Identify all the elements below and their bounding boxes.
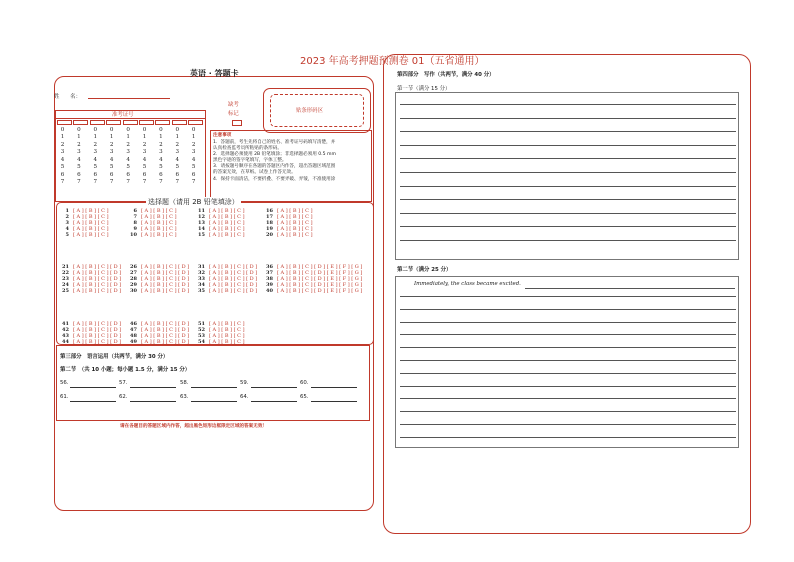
blank-label: 62. [119, 394, 128, 400]
answer-row[interactable]: 48 [ A ] [ B ] [ C ] [ D ] [130, 332, 190, 339]
part4-title: 第四部分 写作（共两节，满分 40 分） [397, 72, 495, 78]
writing-line [400, 424, 736, 425]
blank-62[interactable] [130, 401, 176, 402]
absent-checkbox[interactable] [232, 120, 242, 126]
writing-line [400, 411, 736, 412]
ticket-digit-bubble[interactable]: 4 [159, 156, 163, 163]
ticket-digit-bubble[interactable]: 1 [126, 134, 130, 141]
ticket-digit-bubble[interactable]: 4 [77, 156, 81, 163]
ticket-digit-box[interactable] [188, 120, 203, 125]
ticket-digit-bubble[interactable]: 6 [60, 171, 65, 178]
answer-row[interactable]: 40 [ A ] [ B ] [ C ] [ D ] [ E ] [ F ] [ G ] [266, 287, 363, 294]
note-line: 的答案无效，在草纸、试卷上作答无效。 [213, 170, 296, 176]
answer-row[interactable]: 27 [ A ] [ B ] [ C ] [ D ] [130, 269, 190, 276]
ticket-digit-column [107, 127, 116, 187]
ticket-digit-bubble[interactable]: 4 [191, 156, 196, 163]
ticket-digit-grid[interactable] [56, 127, 206, 202]
writing-line [400, 437, 736, 438]
answer-row[interactable]: 29 [ A ] [ B ] [ C ] [ D ] [130, 281, 190, 288]
answer-row[interactable]: 33 [ A ] [ B ] [ C ] [ D ] [198, 275, 258, 282]
answer-row[interactable]: 34 [ A ] [ B ] [ C ] [ D ] [198, 281, 258, 288]
answer-row[interactable]: 1 [ A ] [ B ] [ C ] [65, 208, 109, 214]
answer-row[interactable]: 3 [ A ] [ B ] [ C ] [65, 219, 109, 226]
note-line: 黑色字迹的签字笔填写，字体工整。 [213, 158, 287, 164]
blank-label: 65. [300, 394, 309, 400]
blank-57[interactable] [130, 387, 176, 388]
answer-row[interactable]: 11 [ A ] [ B ] [ C ] [198, 208, 245, 214]
ticket-digit-box[interactable] [172, 120, 187, 125]
part4-section2: 第二节（满分 25 分） [397, 267, 452, 273]
ticket-input-row[interactable] [57, 120, 205, 126]
writing-line [400, 131, 736, 132]
note-line: 2．选择题必须使用 2B 铅笔填涂；非选择题必须用 0.5 mm [213, 152, 336, 158]
writing-line [400, 322, 736, 323]
ticket-header-line [55, 118, 206, 119]
ticket-digit-bubble[interactable]: 1 [191, 134, 196, 141]
ticket-digit-bubble[interactable]: 0 [126, 127, 130, 133]
answer-row[interactable]: 37 [ A ] [ B ] [ C ] [ D ] [ E ] [ F ] [ G ] [266, 269, 363, 276]
ticket-digit-bubble[interactable]: 0 [109, 127, 114, 133]
ticket-digit-bubble[interactable]: 1 [159, 134, 163, 141]
writing-line [400, 104, 736, 105]
ticket-digit-box[interactable] [155, 120, 170, 125]
blank-58[interactable] [191, 387, 237, 388]
answer-row[interactable]: 35 [ A ] [ B ] [ C ] [ D ] [198, 287, 258, 294]
ticket-digit-bubble[interactable]: 7 [142, 179, 147, 186]
answer-row[interactable]: 6 [ A ] [ B ] [ C ] [133, 208, 177, 214]
absent-label-1: 缺考 [228, 102, 239, 108]
answer-row[interactable]: 18 [ A ] [ B ] [ C ] [266, 219, 313, 226]
answer-row[interactable]: 19 [ A ] [ B ] [ C ] [266, 225, 313, 232]
ticket-digit-bubble[interactable]: 0 [93, 127, 98, 133]
ticket-digit-bubble[interactable]: 6 [191, 171, 196, 178]
blank-65[interactable] [311, 401, 357, 402]
answer-row[interactable]: 24 [ A ] [ B ] [ C ] [ D ] [62, 281, 122, 288]
absent-label-2: 标记 [228, 111, 239, 117]
ticket-digit-box[interactable] [139, 120, 154, 125]
blank-63[interactable] [191, 401, 237, 402]
ticket-digit-bubble[interactable]: 6 [159, 171, 163, 178]
ticket-digit-bubble[interactable]: 4 [126, 156, 130, 163]
ticket-digit-column [140, 127, 149, 187]
ticket-digit-bubble[interactable]: 6 [109, 171, 114, 178]
answer-row[interactable]: 13 [ A ] [ B ] [ C ] [198, 219, 245, 226]
answer-row[interactable]: 14 [ A ] [ B ] [ C ] [198, 225, 245, 232]
answer-row[interactable]: 38 [ A ] [ B ] [ C ] [ D ] [ E ] [ F ] [ G ] [266, 275, 363, 282]
ticket-digit-bubble[interactable]: 0 [142, 127, 147, 133]
name-field[interactable] [88, 98, 170, 99]
ticket-digit-column [124, 127, 133, 187]
writing-line [400, 145, 736, 146]
writing-line [400, 360, 736, 361]
answer-row[interactable]: 51 [ A ] [ B ] [ C ] [198, 321, 245, 327]
ticket-digit-box[interactable] [73, 120, 88, 125]
ticket-digit-bubble[interactable]: 3 [109, 149, 114, 156]
ticket-digit-bubble[interactable]: 1 [93, 134, 98, 141]
ticket-digit-column [91, 127, 100, 187]
blank-59[interactable] [251, 387, 297, 388]
answer-row[interactable]: 36 [ A ] [ B ] [ C ] [ D ] [ E ] [ F ] [ G ] [266, 264, 363, 270]
blanks-row-1 [60, 380, 370, 390]
writing-line [400, 158, 736, 159]
ticket-digit-bubble[interactable]: 1 [142, 134, 147, 141]
objective-title: 选择题（请用 2B 铅笔填涂） [148, 198, 239, 206]
ticket-digit-bubble[interactable]: 5 [93, 164, 98, 171]
note-line: 3．请按题号顺序在各题的答题区内作答，超出答题区域范围 [213, 164, 336, 170]
objective-groups [60, 209, 372, 345]
answer-row[interactable]: 16 [ A ] [ B ] [ C ] [266, 208, 313, 214]
writing-line [400, 172, 736, 173]
blanks-row-2 [60, 394, 370, 404]
answer-row[interactable]: 23 [ A ] [ B ] [ C ] [ D ] [62, 275, 122, 282]
footer-warning: 请在各题目的答题区域内作答，超出黑色矩形边框限定区域的答案无效！ [120, 424, 268, 429]
ticket-digit-box[interactable] [90, 120, 105, 125]
ticket-digit-bubble[interactable]: 6 [93, 171, 98, 178]
answer-row[interactable]: 52 [ A ] [ B ] [ C ] [198, 326, 245, 333]
answer-row[interactable]: 12 [ A ] [ B ] [ C ] [198, 213, 245, 220]
ticket-digit-bubble[interactable]: 1 [60, 134, 65, 141]
answer-row[interactable]: 7 [ A ] [ B ] [ C ] [133, 213, 177, 220]
ticket-digit-bubble[interactable]: 7 [77, 179, 81, 186]
blank-label: 64. [240, 394, 249, 400]
answer-row[interactable]: 10 [ A ] [ B ] [ C ] [130, 231, 177, 238]
writing-line [400, 186, 736, 187]
ticket-digit-bubble[interactable]: 4 [93, 156, 98, 163]
writing-line [525, 288, 735, 289]
note-line: 1．答题前，考生先将自己的姓名、准考证号码填写清楚，并 [213, 140, 336, 145]
writing-line [400, 334, 736, 335]
ticket-digit-bubble[interactable]: 7 [60, 179, 65, 186]
ticket-digit-bubble[interactable]: 7 [175, 179, 180, 186]
ticket-label: 准考证号 [112, 112, 134, 118]
notes-text [213, 140, 371, 183]
ticket-digit-column [173, 127, 182, 187]
answer-row[interactable]: 4 [ A ] [ B ] [ C ] [65, 225, 109, 232]
ticket-digit-bubble[interactable]: 5 [77, 164, 81, 171]
blank-label: 60. [300, 380, 309, 386]
answer-row[interactable]: 47 [ A ] [ B ] [ C ] [ D ] [130, 326, 190, 333]
name-label: 姓 名： [54, 94, 81, 100]
ticket-digit-box[interactable] [57, 120, 72, 125]
answer-row[interactable]: 8 [ A ] [ B ] [ C ] [133, 219, 177, 226]
answer-row[interactable]: 17 [ A ] [ B ] [ C ] [266, 213, 313, 220]
ticket-digit-column [58, 127, 67, 187]
blank-61[interactable] [70, 401, 116, 402]
ticket-digit-bubble[interactable]: 0 [191, 127, 196, 133]
writing-lines-2 [400, 290, 736, 446]
ticket-digit-column [156, 127, 165, 187]
ticket-digit-bubble[interactable]: 6 [126, 171, 130, 178]
answer-row[interactable]: 41 [ A ] [ B ] [ C ] [ D ] [62, 321, 122, 327]
ticket-digit-bubble[interactable]: 6 [142, 171, 147, 178]
writing-line [400, 347, 736, 348]
ticket-digit-bubble[interactable]: 7 [93, 179, 98, 186]
ticket-digit-bubble[interactable]: 3 [142, 149, 147, 156]
answer-row[interactable]: 46 [ A ] [ B ] [ C ] [ D ] [130, 321, 190, 327]
ticket-digit-box[interactable] [123, 120, 138, 125]
ticket-digit-bubble[interactable]: 4 [175, 156, 180, 163]
ticket-digit-bubble[interactable]: 3 [126, 149, 130, 156]
part3-title: 第三部分 语言运用（共两节，满分 30 分） [60, 354, 169, 360]
blank-label: 61. [60, 394, 69, 400]
answer-row[interactable]: 28 [ A ] [ B ] [ C ] [ D ] [130, 275, 190, 282]
exam-title: 2023 年高考押题预测卷 01（五省通用） [300, 56, 485, 67]
answer-row[interactable]: 5 [ A ] [ B ] [ C ] [65, 231, 109, 238]
ticket-digit-bubble[interactable]: 5 [60, 164, 65, 171]
ticket-digit-bubble[interactable]: 0 [175, 127, 180, 133]
ticket-digit-bubble[interactable]: 3 [175, 149, 180, 156]
ticket-digit-bubble[interactable]: 1 [77, 134, 81, 141]
ticket-digit-column [74, 127, 83, 187]
part4-section1: 第一节（满分 15 分） [397, 86, 451, 92]
ticket-digit-bubble[interactable]: 1 [175, 134, 180, 141]
ticket-digit-bubble[interactable]: 3 [191, 149, 196, 156]
answer-row[interactable]: 44 [ A ] [ B ] [ C ] [ D ] [62, 338, 122, 345]
writing-line [400, 118, 736, 119]
ticket-digit-bubble[interactable]: 5 [175, 164, 180, 171]
ticket-digit-bubble[interactable]: 5 [109, 164, 114, 171]
note-line: 认真检查监考员所粘贴的条形码。 [213, 146, 282, 152]
writing-line [400, 398, 736, 399]
answer-row[interactable]: 30 [ A ] [ B ] [ C ] [ D ] [130, 287, 190, 294]
ticket-digit-bubble[interactable]: 3 [159, 149, 163, 156]
ticket-digit-bubble[interactable]: 7 [109, 179, 114, 186]
barcode-label: 贴条形码区 [296, 108, 323, 114]
blank-label: 58. [180, 380, 189, 386]
writing-line [400, 309, 736, 310]
blank-label: 56. [60, 380, 69, 386]
ticket-digit-bubble[interactable]: 0 [77, 127, 81, 133]
ticket-digit-bubble[interactable]: 2 [77, 141, 81, 148]
answer-row[interactable]: 49 [ A ] [ B ] [ C ] [ D ] [130, 338, 190, 345]
ticket-digit-bubble[interactable]: 2 [142, 141, 147, 148]
blank-60[interactable] [311, 387, 357, 388]
blank-64[interactable] [251, 401, 297, 402]
writing-line [400, 373, 736, 374]
answer-row[interactable]: 42 [ A ] [ B ] [ C ] [ D ] [62, 326, 122, 333]
ticket-digit-bubble[interactable]: 4 [109, 156, 114, 163]
blank-56[interactable] [70, 387, 116, 388]
answer-row[interactable]: 20 [ A ] [ B ] [ C ] [266, 231, 313, 238]
ticket-digit-bubble[interactable]: 3 [77, 149, 81, 156]
answer-row[interactable]: 26 [ A ] [ B ] [ C ] [ D ] [130, 264, 190, 270]
answer-row[interactable]: 2 [ A ] [ B ] [ C ] [65, 213, 109, 220]
writing-line [400, 213, 736, 214]
writing-lines-1 [400, 92, 736, 260]
writing-line [400, 199, 736, 200]
ticket-digit-bubble[interactable]: 5 [159, 164, 163, 171]
writing-line [400, 240, 736, 241]
answer-row[interactable]: 15 [ A ] [ B ] [ C ] [198, 231, 245, 238]
ticket-digit-bubble[interactable]: 6 [77, 171, 81, 178]
answer-row[interactable]: 9 [ A ] [ B ] [ C ] [133, 225, 177, 232]
answer-row[interactable]: 43 [ A ] [ B ] [ C ] [ D ] [62, 332, 122, 339]
answer-row[interactable]: 22 [ A ] [ B ] [ C ] [ D ] [62, 269, 122, 276]
notes-title: 注意事项 [213, 133, 232, 138]
answer-row[interactable]: 39 [ A ] [ B ] [ C ] [ D ] [ E ] [ F ] [ G ] [266, 281, 363, 288]
ticket-digit-bubble[interactable]: 3 [60, 149, 65, 156]
ticket-digit-bubble[interactable]: 1 [109, 134, 114, 141]
card-title: 英语 · 答题卡 [190, 69, 239, 78]
ticket-digit-box[interactable] [106, 120, 121, 125]
answer-row[interactable]: 53 [ A ] [ B ] [ C ] [198, 332, 245, 339]
answer-row[interactable]: 54 [ A ] [ B ] [ C ] [198, 338, 245, 345]
writing-line [400, 296, 736, 297]
ticket-digit-bubble[interactable]: 5 [191, 164, 196, 171]
ticket-digit-column [189, 127, 198, 187]
ticket-digit-bubble[interactable]: 4 [60, 156, 65, 163]
ticket-digit-bubble[interactable]: 0 [159, 127, 163, 133]
writing-line [400, 386, 736, 387]
answer-row[interactable]: 21 [ A ] [ B ] [ C ] [ D ] [62, 264, 122, 270]
ticket-digit-bubble[interactable]: 2 [175, 141, 180, 148]
ticket-digit-bubble[interactable]: 2 [109, 141, 114, 148]
answer-row[interactable]: 32 [ A ] [ B ] [ C ] [ D ] [198, 269, 258, 276]
part3-section2: 第二节 （共 10 小题；每小题 1.5 分，满分 15 分） [60, 367, 191, 373]
ticket-digit-bubble[interactable]: 2 [93, 141, 98, 148]
ticket-digit-bubble[interactable]: 2 [159, 141, 163, 148]
ticket-digit-bubble[interactable]: 6 [175, 171, 180, 178]
ticket-digit-bubble[interactable]: 2 [60, 141, 65, 148]
ticket-digit-bubble[interactable]: 2 [126, 141, 130, 148]
note-line: 4．保持卡面清洁，不要折叠、不要弄破、弄皱，不准使用涂 [213, 176, 336, 182]
answer-row[interactable]: 31 [ A ] [ B ] [ C ] [ D ] [198, 264, 258, 270]
ticket-digit-bubble[interactable]: 7 [191, 179, 196, 186]
ticket-digit-bubble[interactable]: 4 [142, 156, 147, 163]
ticket-digit-bubble[interactable]: 7 [159, 179, 163, 186]
answer-row[interactable]: 25 [ A ] [ B ] [ C ] [ D ] [62, 287, 122, 294]
writing-line [400, 226, 736, 227]
blank-label: 57. [119, 380, 128, 386]
ticket-digit-bubble[interactable]: 5 [142, 164, 147, 171]
ticket-digit-bubble[interactable]: 3 [93, 149, 98, 156]
blank-label: 63. [180, 394, 189, 400]
blank-label: 59. [240, 380, 249, 386]
continuation-start: Immediately, the class became excited. [414, 281, 521, 287]
ticket-digit-bubble[interactable]: 2 [191, 141, 196, 148]
ticket-digit-bubble[interactable]: 7 [126, 179, 130, 186]
ticket-digit-bubble[interactable]: 5 [126, 164, 130, 171]
ticket-digit-bubble[interactable]: 0 [60, 127, 65, 133]
